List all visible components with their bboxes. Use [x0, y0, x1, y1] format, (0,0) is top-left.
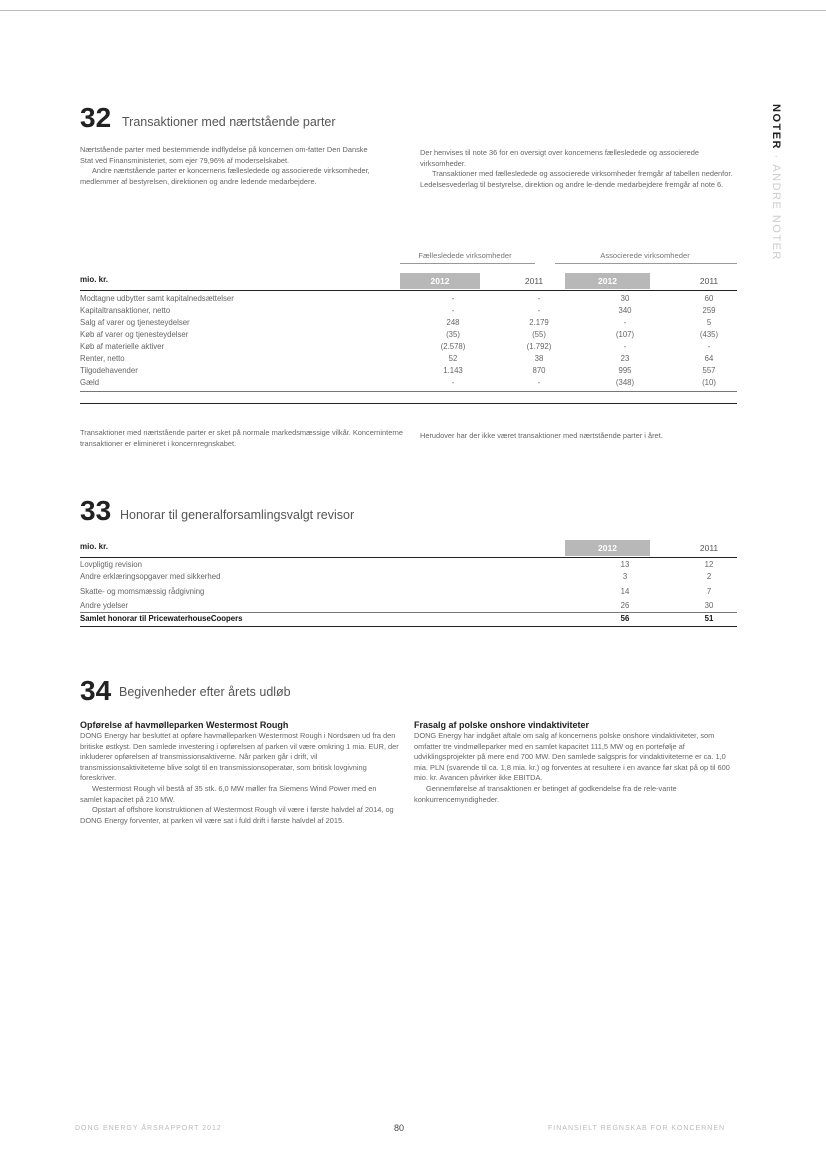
- cell: 3: [622, 572, 628, 581]
- subsection-heading: Frasalg af polske onshore vindaktiviteter: [414, 720, 590, 730]
- cell: 30: [620, 294, 630, 303]
- cell: (435): [699, 330, 719, 339]
- table-row: [80, 572, 736, 583]
- cell: 7: [706, 587, 712, 596]
- intro-right-paragraph: Der henvises til note 36 for en oversigt over koncernens fællesledede og associerede virksomheder.: [420, 148, 699, 168]
- cell: 52: [448, 354, 458, 363]
- row-label: Renter, netto: [80, 354, 125, 363]
- cell: (55): [532, 330, 546, 339]
- section-32-note-left: [80, 428, 410, 449]
- cell: (10): [702, 378, 716, 387]
- table-row: [80, 318, 736, 329]
- cell: -: [451, 306, 455, 315]
- row-label: Køb af materielle aktiver: [80, 342, 165, 351]
- event-paragraph: Opstart af offshore konstruktionen af Westermost Rough vil være i første halvdel af 2014, og DONG Energy forventer, at parken vil være sat i fuld drift i første halvdel af 2015.: [80, 805, 394, 825]
- year-header: 2011: [699, 543, 719, 553]
- note-paragraph: Herudover har der ikke været transaktioner med nærtstående parter i året.: [420, 431, 663, 440]
- table-33-total-rule: [80, 612, 737, 613]
- table-row: [80, 330, 736, 341]
- year-header: 2012: [565, 540, 650, 556]
- section-32-note-right: [420, 431, 740, 442]
- table-row: [80, 354, 736, 365]
- table-row: [80, 587, 736, 598]
- group-label-associated: Associerede virksomheder: [600, 251, 690, 260]
- group-rule: [400, 263, 535, 264]
- year-header: 2012: [400, 273, 480, 289]
- row-label: Tilgodehavender: [80, 366, 138, 375]
- cell: 557: [702, 366, 716, 375]
- intro-left-paragraph: Andre nærtstående parter er koncernens fællesledede og associerede virksomheder, medlemmer af bestyrelsen, direktionen og andre ledende medarbejdere.: [80, 166, 370, 186]
- cell: 259: [702, 306, 716, 315]
- cell: (107): [615, 330, 635, 339]
- section-32-intro-left: [80, 145, 380, 187]
- cell: 340: [618, 306, 632, 315]
- year-header: 2011: [699, 276, 719, 286]
- table-row: [80, 366, 736, 377]
- row-label: Skatte- og momsmæssig rådgivning: [80, 587, 205, 596]
- footer-left: DONG ENERGY ÅRSRAPPORT 2012: [75, 1125, 222, 1132]
- section-34-right-column: [414, 719, 734, 805]
- top-rule: [0, 10, 826, 11]
- cell: -: [623, 342, 627, 351]
- cell: 60: [704, 294, 714, 303]
- event-paragraph: DONG Energy har besluttet at opføre havmølleparken Westermost Rough i Nordsøen ud fra den britiske østkyst. Den samlede investering i opførelsen af parken vil være omkring 1 mia. EUR, der inkluderer opførelsen af transmissionsaktiverne. Når parken går i drift, vil transmissionsaktiviteterne blive solgt til en transmissionsoperatør, som britisk lovgivning foreskriver.: [80, 731, 399, 783]
- row-label: Andre erklæringsopgaver med sikkerhed: [80, 572, 221, 581]
- table-32-unit: mio. kr.: [80, 275, 109, 284]
- cell: -: [537, 378, 541, 387]
- cell: (35): [446, 330, 460, 339]
- footer-right: FINANSIELT REGNSKAB FOR KONCERNEN: [548, 1125, 726, 1132]
- row-label: Lovpligtig revision: [80, 560, 142, 569]
- cell: 64: [704, 354, 714, 363]
- page-number: 80: [394, 1123, 405, 1133]
- group-label-joint: Fællesledede virksomheder: [418, 251, 512, 260]
- total-cell: 56: [620, 614, 630, 623]
- total-label: Samlet honorar til PricewaterhouseCoopers: [80, 614, 243, 623]
- section-34-title: Begivenheder efter årets udløb: [119, 685, 291, 699]
- intro-left-paragraph: Nærtstående parter med bestemmende indflydelse på koncernen om-fatter Den Danske Stat ved Finansministeriet, som ejer 79,96% af moderselskabet.: [80, 145, 368, 165]
- table-row: [80, 601, 736, 612]
- section-34-left-column: [80, 719, 400, 826]
- table-33-header-rule: [80, 557, 737, 558]
- cell: -: [707, 342, 711, 351]
- table-total-row: [80, 614, 736, 625]
- intro-right-paragraph: Transaktioner med fællesledede og associerede virksomheder fremgår af tabellen nedenfor. Ledelsesvederlag til bestyrelse, direktion og andre le-dende medarbejdere fremgår af note 6.: [420, 169, 733, 189]
- cell: 12: [704, 560, 714, 569]
- row-label: Kapitaltransaktioner, netto: [80, 306, 171, 315]
- cell: 14: [620, 587, 630, 596]
- cell: 870: [532, 366, 546, 375]
- subsection-heading: Opførelse af havmølleparken Westermost Rough: [80, 720, 289, 730]
- table-33-unit: mio. kr.: [80, 542, 109, 551]
- side-tab-active: NOTER: [770, 104, 782, 150]
- cell: 1.143: [443, 366, 463, 375]
- note-paragraph: Transaktioner med nærtstående parter er sket på normale markedsmæssige vilkår. Koncerninterne transaktioner er elimineret i koncernregnskabet.: [80, 428, 404, 448]
- table-row: [80, 378, 736, 389]
- cell: 30: [704, 601, 714, 610]
- section-32-title: Transaktioner med nærtstående parter: [122, 115, 336, 129]
- year-header: 2012: [565, 273, 650, 289]
- cell: 248: [446, 318, 460, 327]
- cell: -: [451, 294, 455, 303]
- cell: 2.179: [529, 318, 549, 327]
- row-label: Gæld: [80, 378, 100, 387]
- cell: 26: [620, 601, 630, 610]
- table-32-bottom-rule: [80, 391, 737, 392]
- event-paragraph: Westermost Rough vil bestå af 35 stk. 6,0 MW møller fra Siemens Wind Power med en samlet kapacitet på 210 MW.: [80, 783, 377, 804]
- cell: -: [537, 306, 541, 315]
- table-row: [80, 294, 736, 305]
- side-tab-inactive: ANDRE NOTER: [770, 164, 782, 261]
- cell: 23: [620, 354, 630, 363]
- cell: -: [451, 378, 455, 387]
- side-tab-separator: ·: [770, 154, 782, 160]
- cell: 38: [534, 354, 544, 363]
- side-tab: [770, 104, 782, 261]
- table-32-end-rule: [80, 403, 737, 404]
- cell: 5: [706, 318, 712, 327]
- cell: -: [537, 294, 541, 303]
- cell: (2.578): [440, 342, 466, 351]
- table-row: [80, 342, 736, 353]
- cell: 13: [620, 560, 630, 569]
- table-32-header-rule: [80, 290, 737, 291]
- cell: 2: [706, 572, 712, 581]
- event-paragraph: Gennemførelse af transaktionen er betinget af godkendelse fra de rele-vante konkurrencemyndigheder.: [414, 783, 677, 804]
- table-row: [80, 560, 736, 571]
- section-32-intro-right: [420, 148, 740, 190]
- table-33-bottom-rule: [80, 626, 737, 627]
- event-paragraph: DONG Energy har indgået aftale om salg af koncernens polske onshore vindaktiviteter, som omfatter tre vindmølleparker med en samlet kapacitet 111,5 MW og en portefølje af udviklingsprojekter på mere end 700 MW. Den samlede salgspris for vindaktiviteterne er ca. 1,0 mia. PLN (svarende til ca. 1,8 mia. kr.) og forventes at resultere i en avance før skat på op til 600 mio. kr. Avancen påvirker ikke EBITDA.: [414, 731, 730, 783]
- year-header: 2011: [524, 276, 544, 286]
- total-cell: 51: [704, 614, 714, 623]
- row-label: Andre ydelser: [80, 601, 129, 610]
- cell: (348): [615, 378, 635, 387]
- group-rule: [555, 263, 737, 264]
- cell: (1.792): [526, 342, 552, 351]
- row-label: Modtagne udbytter samt kapitalnedsættelser: [80, 294, 234, 303]
- section-33-title: Honorar til generalforsamlingsvalgt revisor: [120, 508, 355, 522]
- row-label: Salg af varer og tjenesteydelser: [80, 318, 190, 327]
- row-label: Køb af varer og tjenesteydelser: [80, 330, 189, 339]
- section-32-number: 32: [80, 102, 112, 133]
- section-33-number: 33: [80, 495, 112, 526]
- section-34-number: 34: [80, 675, 112, 706]
- table-row: [80, 306, 736, 317]
- cell: 995: [618, 366, 632, 375]
- cell: -: [623, 318, 627, 327]
